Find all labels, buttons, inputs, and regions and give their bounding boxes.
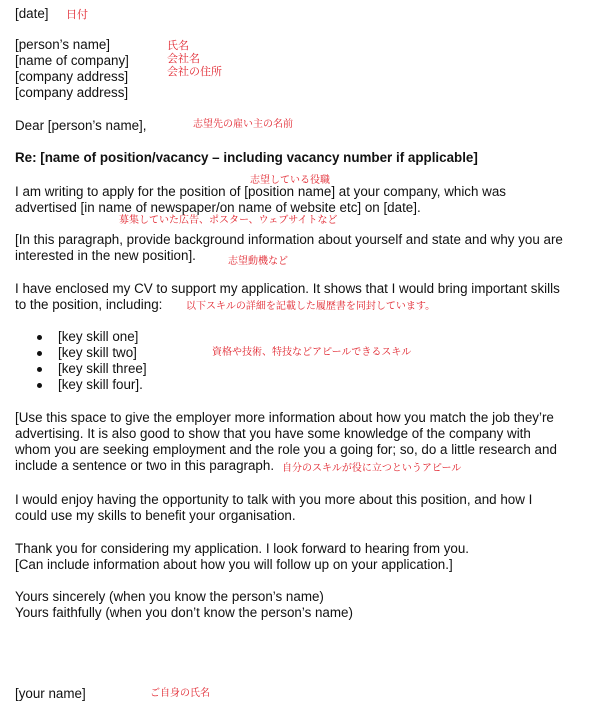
thanks-line-2: [Can include information about how you will follow up on your application.]	[15, 557, 453, 572]
match-line-1: [Use this space to give the employer more information about how you match the job they’re	[15, 410, 554, 425]
skill-item: [key skill one]	[58, 329, 139, 344]
annotation-motivation: 志望動機など	[228, 256, 288, 267]
skill-item: [key skill four].	[58, 377, 143, 392]
match-line-3: whom you are seeking employment and the role you a going for; so, do a little research and	[15, 442, 557, 457]
intro-line-2: advertised [in name of newspaper/on name of website etc] on [date].	[15, 200, 421, 215]
bullet-icon	[37, 335, 42, 340]
annotation-advertised: 募集していた広告、ポスター、ウェブサイトなど	[119, 215, 338, 226]
cv-line-1: I have enclosed my CV to support my application. It shows that I would bring important skills	[15, 281, 560, 296]
recipient-name: [person’s name]	[15, 37, 111, 52]
skill-item: [key skill two]	[58, 345, 137, 360]
annotation-name: 氏名	[167, 39, 189, 52]
recipient-company: [name of company]	[15, 53, 129, 68]
date-placeholder: [date]	[15, 6, 49, 21]
bullet-icon	[37, 383, 42, 388]
cv-line-2: to the position, including:	[15, 297, 163, 312]
annotation-match: 自分のスキルが役に立つというアピール	[282, 463, 462, 474]
closing-sincerely: Yours sincerely (when you know the person’s name)	[15, 589, 324, 604]
annotation-position: 志望している役職	[250, 175, 330, 186]
background-line-1: [In this paragraph, provide background information about yourself and state and why you are	[15, 232, 563, 247]
intro-line-1: I am writing to apply for the position of [position name] at your company, which was	[15, 184, 506, 199]
skill-item: [key skill three]	[58, 361, 147, 376]
salutation: Dear [person’s name],	[15, 118, 147, 133]
recipient-address-1: [company address]	[15, 69, 129, 84]
closing-faithfully: Yours faithfully (when you don’t know the person’s name)	[15, 605, 353, 620]
recipient-address-2: [company address]	[15, 85, 129, 100]
thanks-line-1: Thank you for considering my application. I look forward to hearing from you.	[15, 541, 470, 556]
annotation-signature: ご自身の氏名	[150, 688, 210, 699]
annotation-skills: 資格や技術、特技などアピールできるスキル	[212, 347, 412, 358]
bullet-icon	[37, 351, 42, 356]
background-line-2: interested in the new position].	[15, 248, 196, 263]
annotation-salutation: 志望先の雇い主の名前	[193, 119, 293, 130]
signature-name: [your name]	[15, 686, 86, 701]
opportunity-line-2: could use my skills to benefit your organisation.	[15, 508, 296, 523]
bullet-icon	[37, 367, 42, 372]
match-line-4: include a sentence or two in this paragraph.	[15, 458, 275, 473]
annotation-address: 会社の住所	[167, 65, 222, 78]
subject-line: Re: [name of position/vacancy – including vacancy number if applicable]	[15, 150, 478, 165]
annotation-date: 日付	[66, 8, 88, 21]
annotation-company: 会社名	[167, 52, 200, 65]
match-line-2: advertising. It is also good to show that you have some knowledge of the company with	[15, 426, 531, 441]
opportunity-line-1: I would enjoy having the opportunity to talk with you more about this position, and how I	[15, 492, 533, 507]
annotation-cv: 以下スキルの詳細を記載した履歴書を同封しています。	[186, 301, 436, 312]
